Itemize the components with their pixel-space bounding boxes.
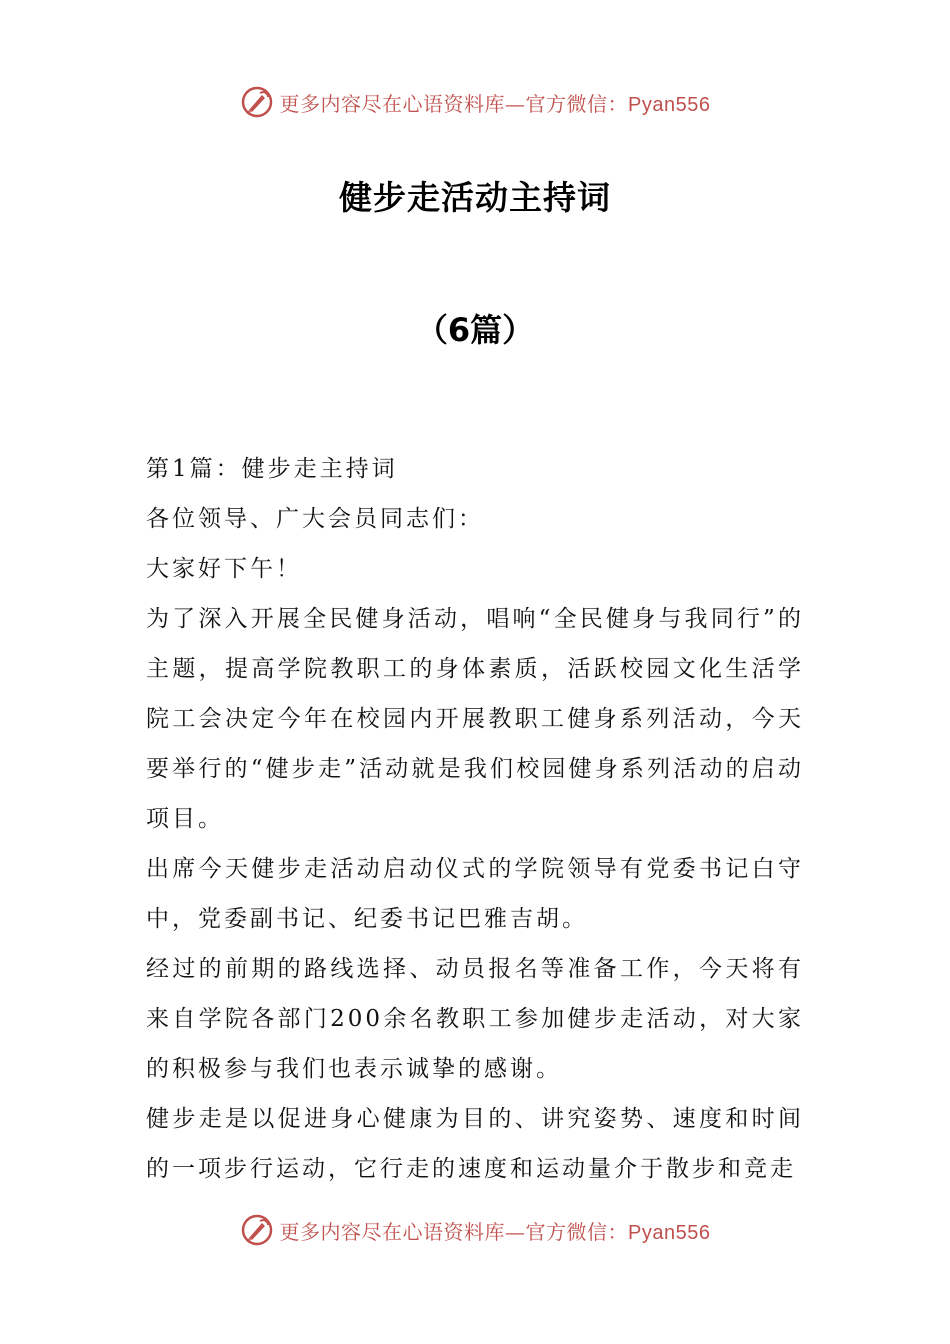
paragraph-description: 健步走是以促进身心健康为目的、讲究姿势、速度和时间的一项步行运动，它行走的速度和运动量介于散步和竞走 xyxy=(146,1106,804,1182)
watermark-text xyxy=(280,88,711,117)
wechat-id: Pyan556 xyxy=(628,1221,711,1244)
paragraph-intro: 为了深入开展全民健身活动，唱响“全民健身与我同行”的主题，提高学院教职工的身体素质，活跃校园文化生活学院工会决定今年在校园内开展教职工健身系列活动，今天要举行的“健步走”活动就是我们校园健身系列活动的启动项目。 xyxy=(146,606,804,832)
page-subtitle: （6篇） xyxy=(415,311,535,349)
paragraph-participants: 经过的前期的路线选择、动员报名等准备工作，今天将有来自学院各部门200余名教职工参加健步走活动，对大家的积极参与我们也表示诚挚的感谢。 xyxy=(146,956,804,1082)
wechat-id: Pyan556 xyxy=(628,93,711,116)
page-title: 健步走活动主持词 xyxy=(339,178,611,217)
paragraph-section-heading: 第1篇：健步走主持词 xyxy=(146,456,398,482)
watermark-label: 更多内容尽在心语资料库—官方微信： xyxy=(279,1219,629,1244)
pen-logo-icon xyxy=(240,85,274,119)
watermark-label: 更多内容尽在心语资料库—官方微信： xyxy=(279,91,629,116)
document-body xyxy=(146,444,804,1194)
paragraph-greeting: 大家好下午！ xyxy=(146,556,302,582)
paragraph-leaders: 出席今天健步走活动启动仪式的学院领导有党委书记白守中，党委副书记、纪委书记巴雅吉胡。 xyxy=(146,856,804,932)
paragraph-salutation: 各位领导、广大会员同志们： xyxy=(146,506,484,532)
watermark-banner-bottom xyxy=(0,1210,950,1250)
pen-logo-icon xyxy=(240,1213,274,1247)
watermark-text xyxy=(280,1216,711,1245)
watermark-banner-top xyxy=(0,82,950,122)
